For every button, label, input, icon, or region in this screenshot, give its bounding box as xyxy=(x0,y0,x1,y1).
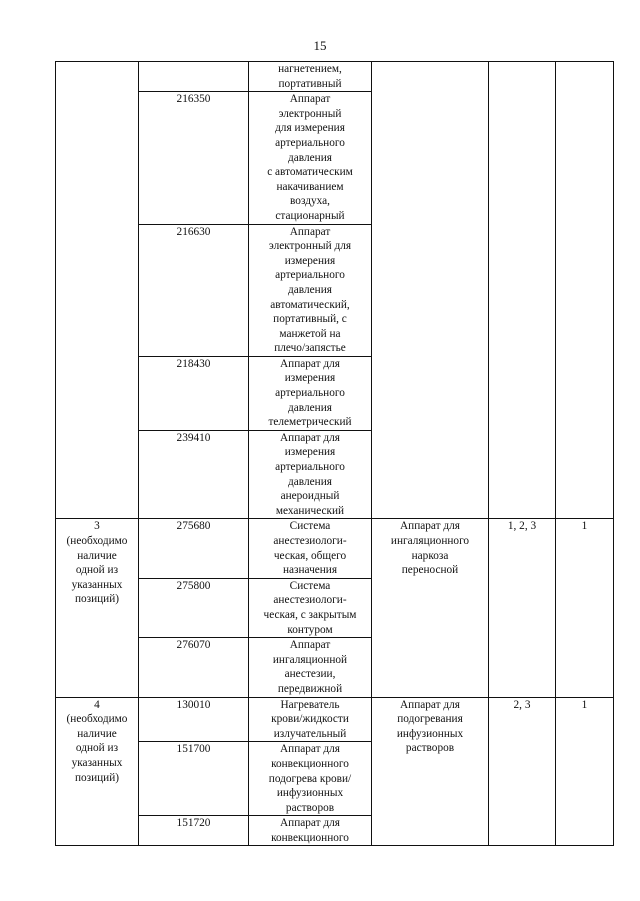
code-cell: 130010 xyxy=(139,697,249,742)
table-row xyxy=(56,697,614,742)
name-cell: Аппарат электронный для измерения артериального давления автоматический, портативный, с манжетой на плечо/запястье xyxy=(249,224,372,356)
name-cell: Система анестезиологи- ческая, с закрытым контуром xyxy=(249,578,372,637)
equipment-cell: Аппарат для подогревания инфузионных растворов xyxy=(372,697,489,846)
equipment-cell xyxy=(372,62,489,519)
page-number: 15 xyxy=(313,38,327,53)
table-row xyxy=(56,519,614,578)
qty-cell xyxy=(556,62,614,519)
equipment-table xyxy=(55,61,614,846)
code-cell: 216630 xyxy=(139,224,249,356)
table-row xyxy=(56,62,614,92)
equipment-cell: Аппарат для ингаляционного наркоза переносной xyxy=(372,519,489,697)
name-cell: Аппарат для конвекционного подогрева крови/ инфузионных растворов xyxy=(249,742,372,816)
code-cell: 239410 xyxy=(139,430,249,519)
position-cell: 4 (необходимо наличие одной из указанных позиций) xyxy=(56,697,139,846)
name-cell: Аппарат электронный для измерения артериального давления с автоматическим накачиванием воздуха, стационарный xyxy=(249,92,372,224)
code-cell xyxy=(139,62,249,92)
name-cell: Нагреватель крови/жидкости излучательный xyxy=(249,697,372,742)
name-cell: Система анестезиологи- ческая, общего назначения xyxy=(249,519,372,578)
name-cell: Аппарат ингаляционной анестезии, передвижной xyxy=(249,638,372,697)
code-cell: 216350 xyxy=(139,92,249,224)
code-cell: 151700 xyxy=(139,742,249,816)
code-cell: 218430 xyxy=(139,356,249,430)
count-cell xyxy=(489,62,556,519)
count-cell: 2, 3 xyxy=(489,697,556,846)
code-cell: 276070 xyxy=(139,638,249,697)
code-cell: 151720 xyxy=(139,816,249,846)
position-cell: 3 (необходимо наличие одной из указанных позиций) xyxy=(56,519,139,697)
qty-cell: 1 xyxy=(556,519,614,697)
name-cell: нагнетением, портативный xyxy=(249,62,372,92)
position-cell xyxy=(56,62,139,519)
name-cell: Аппарат для измерения артериального давления анероидный механический xyxy=(249,430,372,519)
name-cell: Аппарат для измерения артериального давления телеметрический xyxy=(249,356,372,430)
qty-cell: 1 xyxy=(556,697,614,846)
name-cell: Аппарат для конвекционного xyxy=(249,816,372,846)
count-cell: 1, 2, 3 xyxy=(489,519,556,697)
code-cell: 275800 xyxy=(139,578,249,637)
code-cell: 275680 xyxy=(139,519,249,578)
